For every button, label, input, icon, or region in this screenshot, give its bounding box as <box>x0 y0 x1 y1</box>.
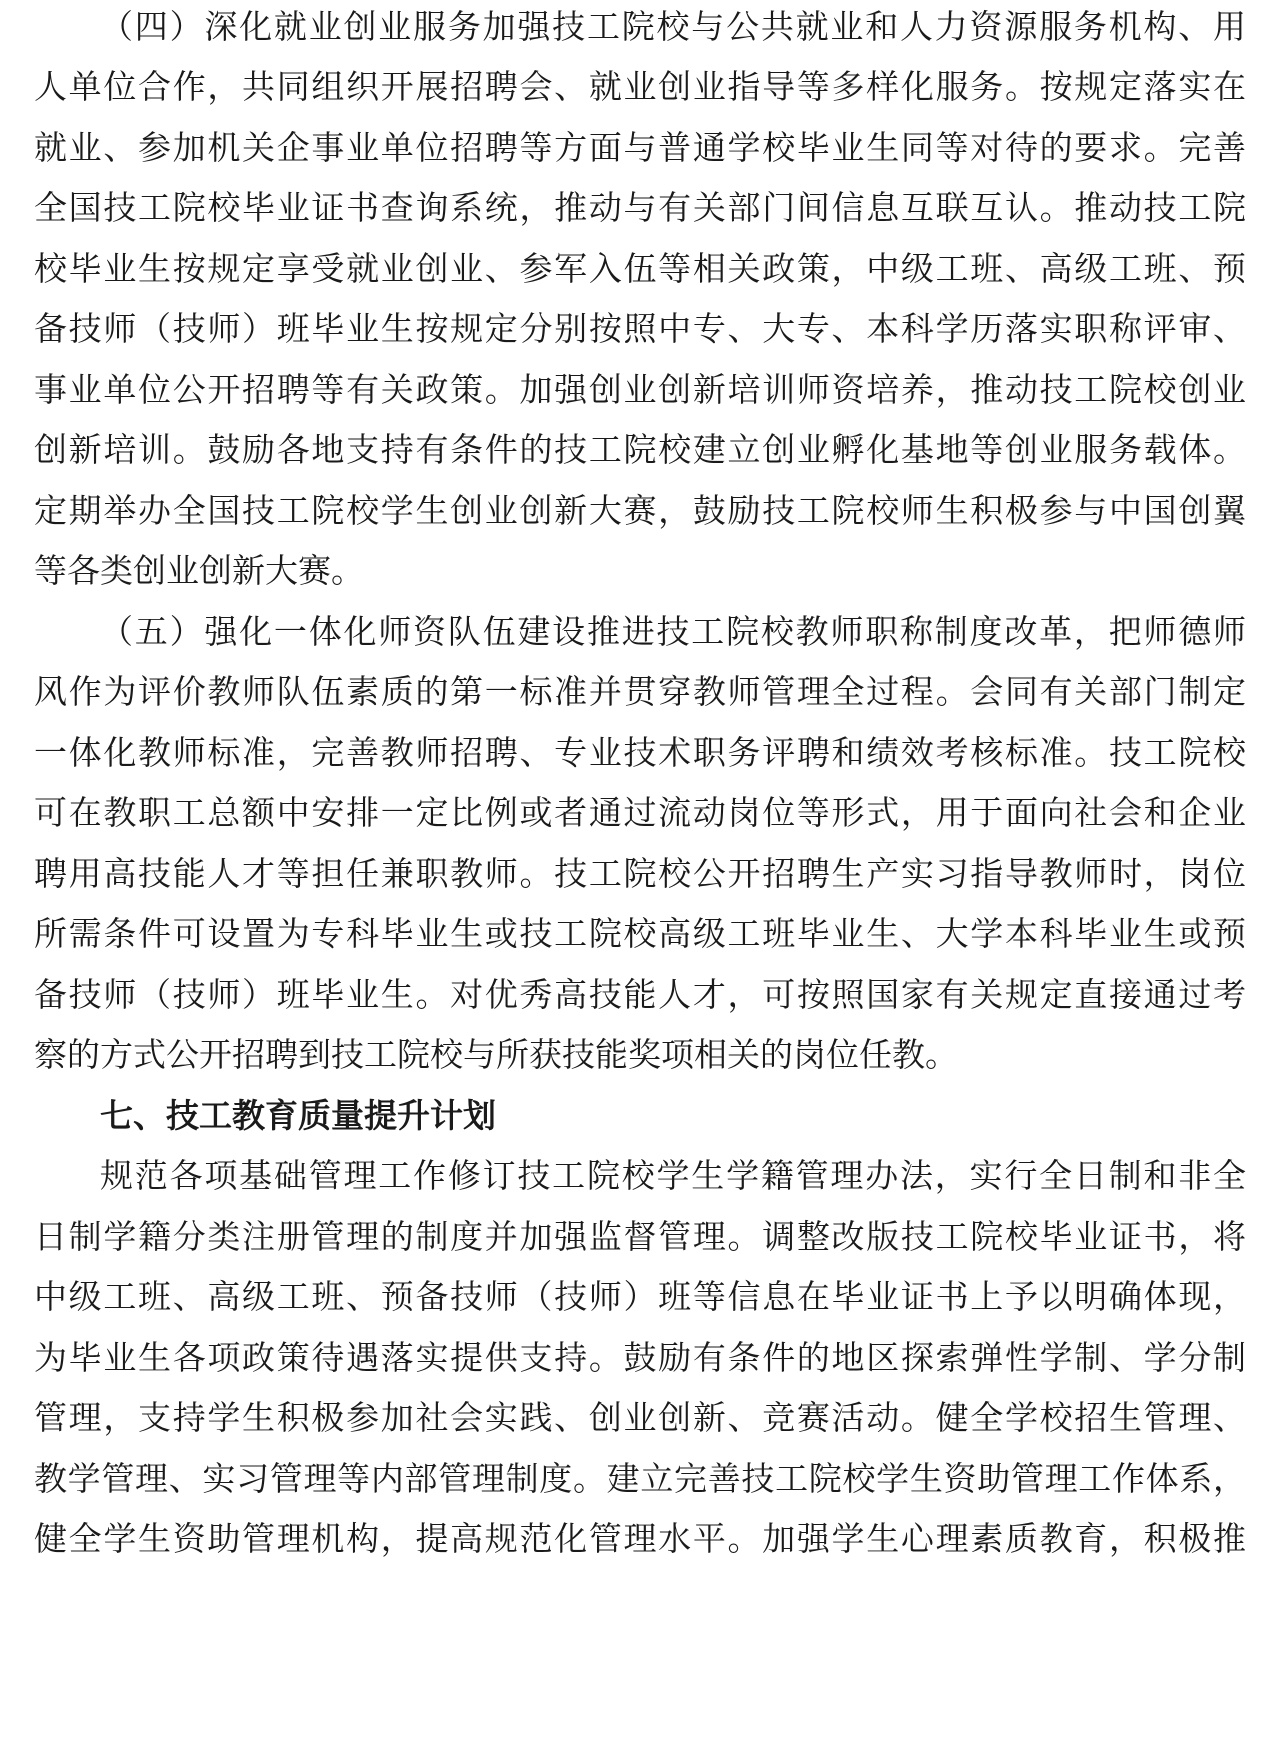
text-line: 风作为评价教师队伍素质的第一标准并贯穿教师管理全过程。会同有关部门制定 <box>34 672 1246 711</box>
text-line: 定期举办全国技工院校学生创业创新大赛，鼓励技工院校师生积极参与中国创翼 <box>34 491 1246 530</box>
text-line: 等各类创业创新大赛。 <box>34 551 364 590</box>
text-line: 所需条件可设置为专科毕业生或技工院校高级工班毕业生、大学本科毕业生或预 <box>34 914 1246 953</box>
text-line: 备技师（技师）班毕业生按规定分别按照中专、大专、本科学历落实职称评审、 <box>34 309 1246 348</box>
text-line: 规范各项基础管理工作修订技工院校学生学籍管理办法，实行全日制和非全 <box>100 1156 1246 1195</box>
text-line: 中级工班、高级工班、预备技师（技师）班等信息在毕业证书上予以明确体现， <box>34 1277 1246 1316</box>
text-line: 校毕业生按规定享受就业创业、参军入伍等相关政策，中级工班、高级工班、预 <box>34 249 1246 288</box>
text-line: （四）深化就业创业服务加强技工院校与公共就业和人力资源服务机构、用 <box>100 7 1246 46</box>
text-line: 教学管理、实习管理等内部管理制度。建立完善技工院校学生资助管理工作体系， <box>34 1459 1246 1498</box>
text-line: 备技师（技师）班毕业生。对优秀高技能人才，可按照国家有关规定直接通过考 <box>34 975 1246 1014</box>
section-heading: 七、技工教育质量提升计划 <box>100 1096 496 1135</box>
text-line: 为毕业生各项政策待遇落实提供支持。鼓励有条件的地区探索弹性学制、学分制 <box>34 1338 1246 1377</box>
text-line: 一体化教师标准，完善教师招聘、专业技术职务评聘和绩效考核标准。技工院校 <box>34 733 1246 772</box>
text-line: 事业单位公开招聘等有关政策。加强创业创新培训师资培养，推动技工院校创业 <box>34 370 1246 409</box>
text-line: 人单位合作，共同组织开展招聘会、就业创业指导等多样化服务。按规定落实在 <box>34 67 1246 106</box>
text-line: 察的方式公开招聘到技工院校与所获技能奖项相关的岗位任教。 <box>34 1035 958 1074</box>
text-line: 聘用高技能人才等担任兼职教师。技工院校公开招聘生产实习指导教师时，岗位 <box>34 854 1246 893</box>
text-line: 就业、参加机关企事业单位招聘等方面与普通学校毕业生同等对待的要求。完善 <box>34 128 1246 167</box>
text-line: （五）强化一体化师资队伍建设推进技工院校教师职称制度改革，把师德师 <box>100 612 1246 651</box>
text-line: 全国技工院校毕业证书查询系统，推动与有关部门间信息互联互认。推动技工院 <box>34 188 1246 227</box>
text-line: 创新培训。鼓励各地支持有条件的技工院校建立创业孵化基地等创业服务载体。 <box>34 430 1246 469</box>
text-line: 健全学生资助管理机构，提高规范化管理水平。加强学生心理素质教育，积极推 <box>34 1519 1246 1558</box>
text-line: 日制学籍分类注册管理的制度并加强监督管理。调整改版技工院校毕业证书，将 <box>34 1217 1246 1256</box>
text-line: 管理，支持学生积极参加社会实践、创业创新、竞赛活动。健全学校招生管理、 <box>34 1398 1246 1437</box>
text-line: 可在教职工总额中安排一定比例或者通过流动岗位等形式，用于面向社会和企业 <box>34 793 1246 832</box>
